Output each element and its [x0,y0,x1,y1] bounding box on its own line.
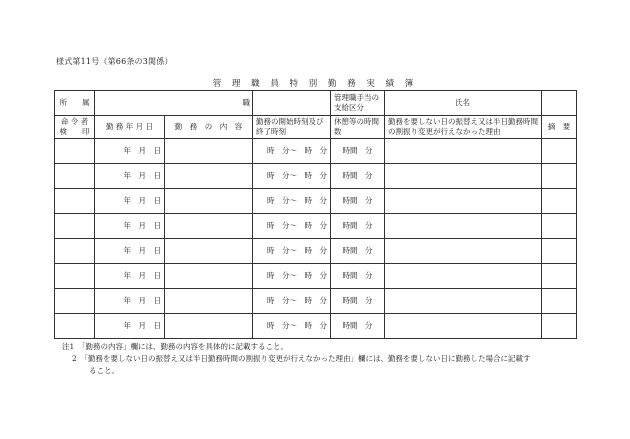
seal-cell[interactable] [55,139,95,164]
reason-cell[interactable] [385,214,542,239]
break-cell[interactable]: 時間 分 [331,239,385,264]
content-cell[interactable] [165,189,253,214]
time-cell[interactable]: 時 分〜 時 分 [253,239,331,264]
col-time: 勤務の開始時刻及び終了時刻 [253,116,331,139]
break-cell[interactable]: 時間 分 [331,164,385,189]
date-cell[interactable]: 年 月 日 [95,164,165,189]
content-cell[interactable] [165,164,253,189]
date-cell[interactable]: 年 月 日 [95,264,165,289]
break-cell[interactable]: 時間 分 [331,214,385,239]
reason-cell[interactable] [385,189,542,214]
remarks-cell[interactable] [542,314,577,339]
time-cell[interactable]: 時 分〜 時 分 [253,139,331,164]
notes [62,341,582,377]
col-reason: 勤務を要しない日の振替え又は半日勤務時間の割振り変更が行えなかった理由 [385,116,542,139]
break-cell[interactable]: 時間 分 [331,189,385,214]
time-cell[interactable]: 時 分〜 時 分 [253,314,331,339]
time-cell[interactable]: 時 分〜 時 分 [253,264,331,289]
content-cell[interactable] [165,264,253,289]
seal-cell[interactable] [55,289,95,314]
affiliation-label: 所 属 [55,91,95,116]
table-row [55,289,577,314]
table-row [55,314,577,339]
column-header-row [55,116,577,139]
seal-cell[interactable] [55,314,95,339]
position-label: 職 [242,98,250,107]
break-cell[interactable]: 時間 分 [331,314,385,339]
seal-cell[interactable] [55,164,95,189]
reason-cell[interactable] [385,139,542,164]
note-2-cont: ること。 [89,366,119,375]
time-cell[interactable]: 時 分〜 時 分 [253,214,331,239]
table-row [55,264,577,289]
seal-cell[interactable] [55,214,95,239]
seal-cell[interactable] [55,264,95,289]
time-cell[interactable]: 時 分〜 時 分 [253,189,331,214]
remarks-cell[interactable] [542,139,577,164]
note-2: 2 「勤務を要しない日の振替え又は半日勤務時間の割振り変更が行えなかった理由」欄には、勤務を要しない日に勤務した場合に記載す [72,354,531,363]
content-cell[interactable] [165,139,253,164]
position-field[interactable] [253,91,331,116]
reason-cell[interactable] [385,239,542,264]
break-cell[interactable]: 時間 分 [331,289,385,314]
note-1: 注1 「勤務の内容」欄には、勤務の内容を具体的に記載すること。 [62,342,289,351]
remarks-cell[interactable] [542,164,577,189]
date-cell[interactable]: 年 月 日 [95,189,165,214]
seal-cell[interactable] [55,189,95,214]
table-row [55,164,577,189]
seal-cell[interactable] [55,239,95,264]
remarks-cell[interactable] [542,189,577,214]
break-cell[interactable]: 時間 分 [331,264,385,289]
record-table [54,90,577,339]
col-break: 休憩等の時間数 [331,116,385,139]
name-label: 氏名 [455,98,470,107]
content-cell[interactable] [165,214,253,239]
name-field[interactable] [542,91,577,116]
table-row [55,239,577,264]
time-cell[interactable]: 時 分〜 時 分 [253,289,331,314]
allowance-field[interactable] [385,91,542,116]
reason-cell[interactable] [385,314,542,339]
content-cell[interactable] [165,314,253,339]
table-row [55,139,577,164]
date-cell[interactable]: 年 月 日 [95,314,165,339]
reason-cell[interactable] [385,164,542,189]
time-cell[interactable]: 時 分〜 時 分 [253,164,331,189]
reason-cell[interactable] [385,264,542,289]
remarks-cell[interactable] [542,214,577,239]
table-row [55,189,577,214]
allowance-label: 管理職手当の支給区分 [331,91,385,116]
col-seal: 命 令 者 検 印 [55,116,95,139]
remarks-cell[interactable] [542,264,577,289]
date-cell[interactable]: 年 月 日 [95,289,165,314]
table-row [55,214,577,239]
col-date: 勤 務 年 月 日 [95,116,165,139]
remarks-cell[interactable] [542,289,577,314]
header-row [55,91,577,116]
date-cell[interactable]: 年 月 日 [95,139,165,164]
content-cell[interactable] [165,289,253,314]
col-content: 勤 務 の 内 容 [165,116,253,139]
date-cell[interactable]: 年 月 日 [95,214,165,239]
break-cell[interactable]: 時間 分 [331,139,385,164]
remarks-cell[interactable] [542,239,577,264]
date-cell[interactable]: 年 月 日 [95,239,165,264]
col-remarks: 摘 要 [542,116,577,139]
content-cell[interactable] [165,239,253,264]
reason-cell[interactable] [385,289,542,314]
page-title: 管 理 職 員 特 別 勤 務 実 績 簿 [212,79,418,89]
form-number: 様式第11号（第66条の3関係） [56,57,173,66]
affiliation-field[interactable] [95,91,253,116]
